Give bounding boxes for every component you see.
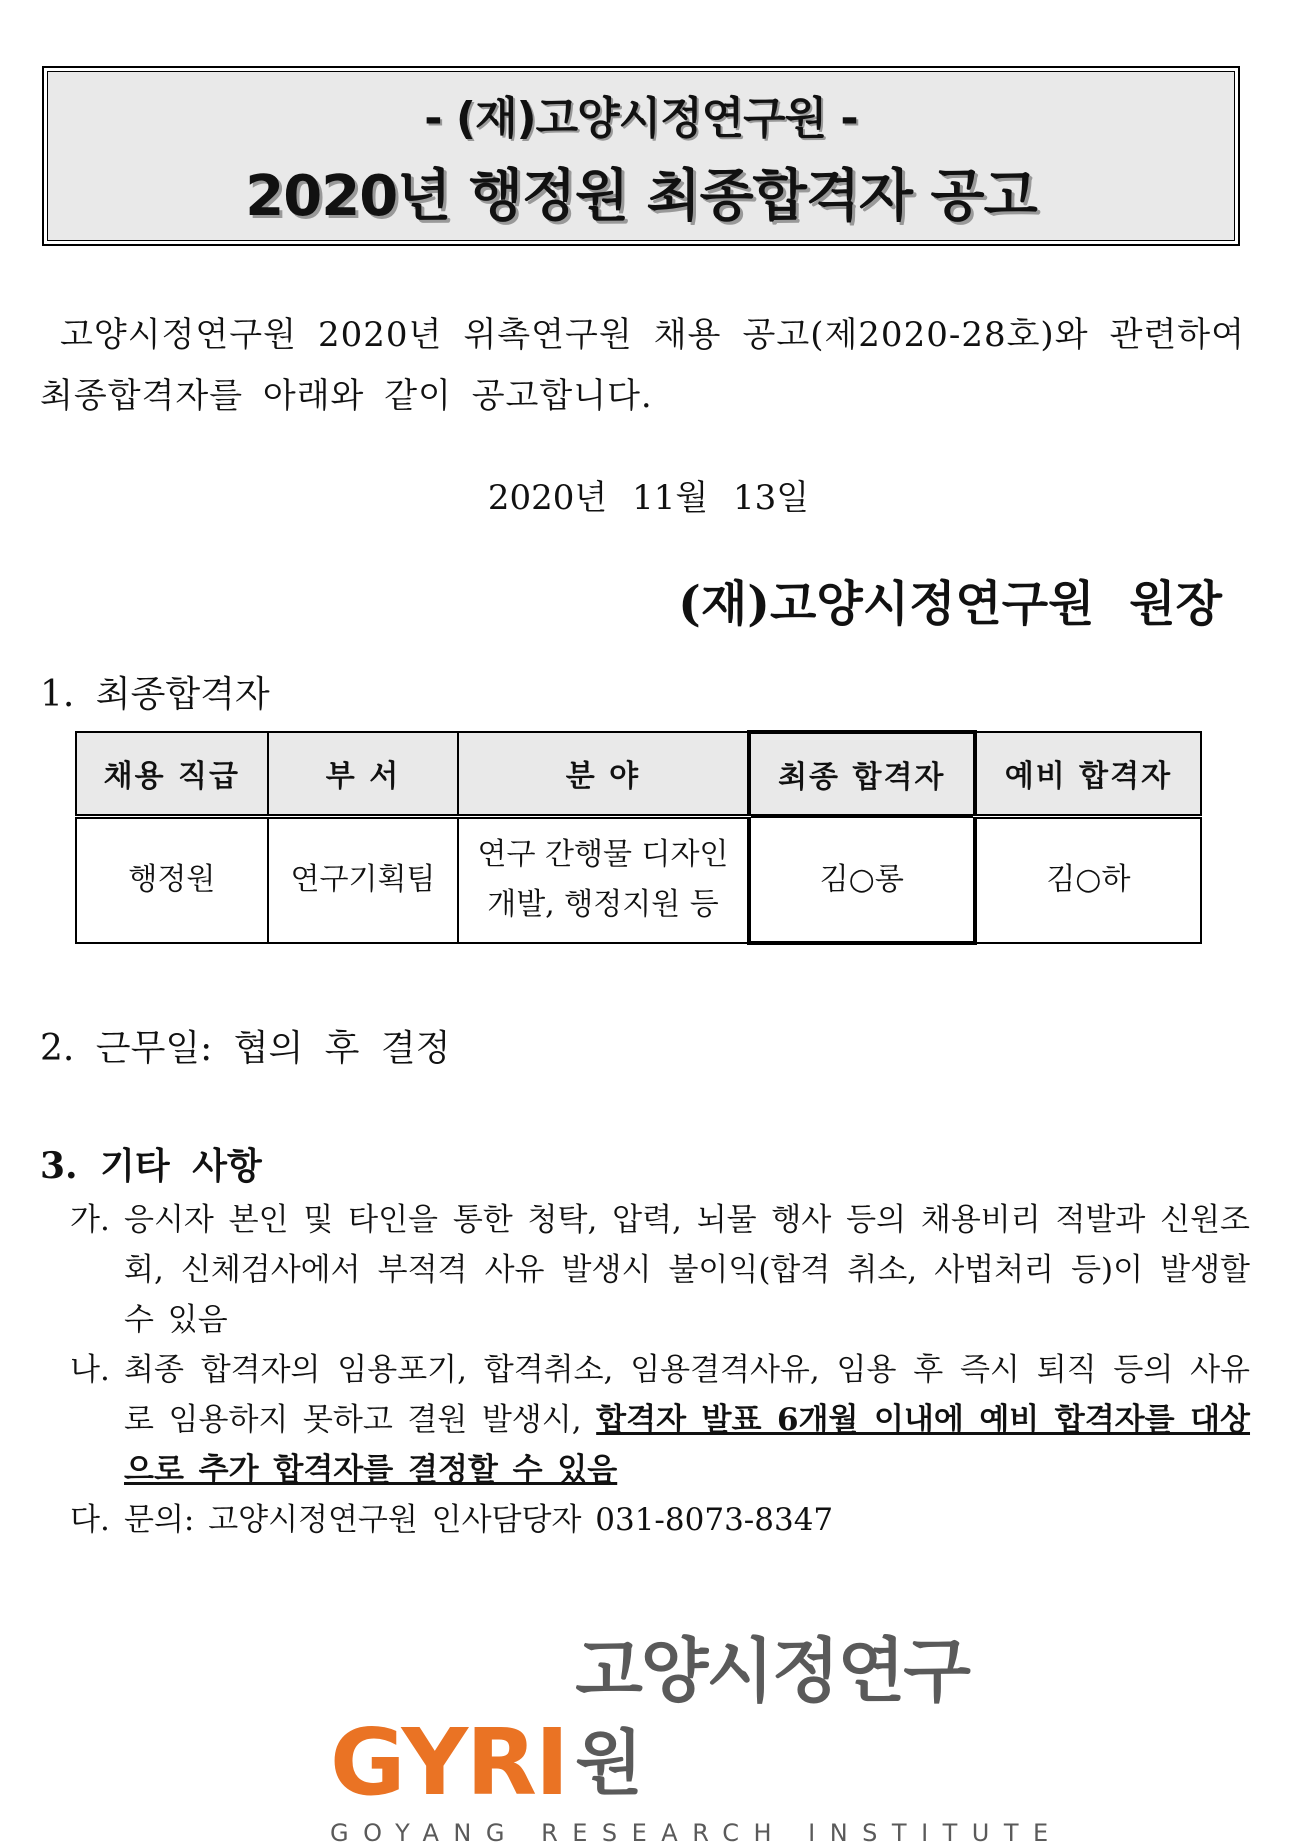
notice-subtitle: - (재)고양시정연구원 - [424, 93, 858, 144]
logo-english: GOYANG RESEARCH INSTITUTE [330, 1819, 1063, 1847]
list-item-text: 응시자 본인 및 타인을 통한 청탁, 압력, 뇌물 행사 등의 채용비리 적발과 신원조회, 신체검사에서 부적격 사유 발생시 불이익(합격 취소, 사법처리 등)이 발생할 수 있음 [124, 1202, 1250, 1338]
cell-position: 행정원 [76, 816, 268, 943]
gyri-logo [330, 1625, 1063, 1847]
table-header-row [76, 732, 1201, 816]
section-1-heading: 1. 최종합격자 [40, 674, 270, 715]
section-3-heading: 3. 기타 사항 [40, 1145, 262, 1187]
intro-paragraph: 고양시정연구원 2020년 위촉연구원 채용 공고(제2020-28호)와 관련하여 최종합격자를 아래와 같이 공고합니다. [40, 315, 1245, 416]
issuer: (재)고양시정연구원 원장 [678, 576, 1222, 632]
list-item-text: 최종 합격자의 임용포기, 합격취소, 임용결격사유, 임용 후 즉시 퇴직 등의 사유로 임용하지 못하고 결원 발생시, [124, 1352, 1250, 1438]
cell-department: 연구기획팀 [268, 816, 459, 943]
cell-field-line-2: 개발, 행정지원 등 [487, 887, 719, 923]
section-2-heading: 2. 근무일: 협의 후 결정 [40, 1028, 451, 1069]
list-item [70, 1495, 1250, 1545]
header-department: 부 서 [268, 732, 459, 816]
other-notes-list [70, 1195, 1250, 1545]
cell-field [458, 816, 748, 943]
cell-reserve-pass: 김○하 [975, 816, 1201, 943]
header-position: 채용 직급 [76, 732, 268, 816]
logo-name: 고양시정연구원 [575, 1630, 969, 1804]
logo-row [330, 1625, 970, 1816]
list-item-text: 문의: 고양시정연구원 인사담당자 031-8073-8347 [124, 1502, 834, 1538]
notice-date: 2020년 11월 13일 [487, 478, 810, 518]
header-field: 분 야 [458, 732, 748, 816]
table-row [76, 816, 1201, 943]
notice-title-box [42, 66, 1240, 246]
notice-title: 2020년 행정원 최종합격자 공고 [245, 164, 1037, 229]
cell-final-pass: 김○롱 [749, 816, 975, 943]
list-marker: 다. [70, 1502, 110, 1538]
header-reserve-pass: 예비 합격자 [975, 732, 1201, 816]
list-item [70, 1345, 1250, 1495]
list-item [70, 1195, 1250, 1345]
list-marker: 가. [70, 1202, 110, 1238]
header-final-pass: 최종 합격자 [749, 732, 975, 816]
list-item-body [124, 1345, 1250, 1495]
cell-field-line-1: 연구 간행물 디자인 [477, 837, 729, 873]
logo-mark: GYRI [330, 1709, 568, 1816]
results-table [75, 730, 1202, 945]
list-marker: 나. [70, 1352, 110, 1388]
underlined-note: 합격자 발표 6개월 이내에 예비 합격자를 대상으로 추가 합격자를 결정할 수 있음 [124, 1402, 1251, 1488]
